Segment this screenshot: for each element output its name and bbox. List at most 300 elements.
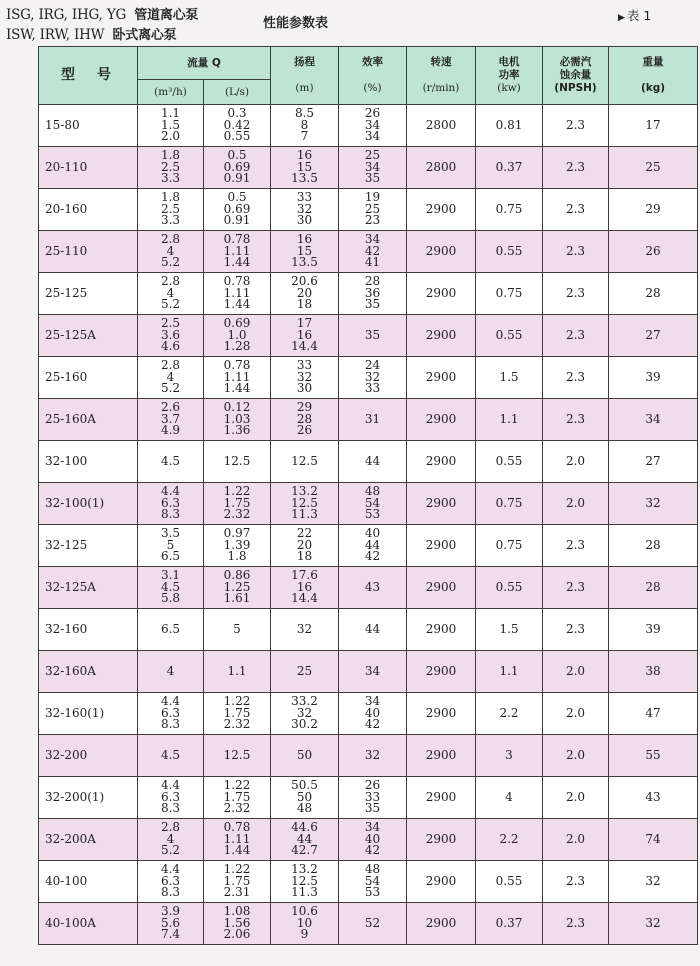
head-cell-value: 16 15 13.5 (291, 232, 318, 270)
flow-m3h-cell (138, 651, 204, 693)
speed-cell-value: 2900 (425, 285, 457, 300)
weight-cell-value: 28 (645, 579, 661, 594)
weight-cell-value: 38 (645, 663, 661, 678)
model-cell-value: 32-160 (45, 621, 88, 636)
weight-cell (609, 315, 698, 357)
model-cell-value: 32-160A (45, 663, 96, 678)
header-line-1-name: 管道离心泵 (134, 8, 199, 23)
speed-cell-value: 2900 (425, 705, 457, 720)
efficiency-cell (339, 399, 407, 441)
efficiency-cell (339, 147, 407, 189)
weight-cell (609, 567, 698, 609)
flow-m3h-cell-value: 2.5 3.6 4.6 (160, 316, 181, 354)
npsh-cell-value: 2.3 (565, 873, 586, 888)
efficiency-cell-value: 24 32 33 (364, 358, 381, 396)
speed-cell (407, 609, 476, 651)
power-cell-value: 2.2 (499, 705, 519, 720)
head-cell (271, 147, 339, 189)
model-cell (39, 147, 138, 189)
power-cell (476, 273, 543, 315)
speed-cell-value: 2900 (425, 663, 457, 678)
weight-cell (609, 273, 698, 315)
flow-ls-cell-value: 0.86 1.25 1.61 (223, 568, 251, 606)
flow-m3h-cell (138, 693, 204, 735)
npsh-cell-value: 2.3 (565, 915, 586, 930)
model-cell (39, 399, 138, 441)
model-cell-value: 32-125 (45, 537, 88, 552)
header-line-1 (6, 4, 198, 23)
npsh-cell-value: 2.3 (565, 201, 586, 216)
header-speed-unit: (r/min) (422, 82, 460, 94)
model-cell-value: 32-200 (45, 747, 88, 762)
npsh-cell (543, 609, 609, 651)
weight-cell (609, 399, 698, 441)
model-cell (39, 231, 138, 273)
flow-m3h-cell-value: 3.5 5 6.5 (160, 526, 181, 564)
weight-cell (609, 525, 698, 567)
efficiency-cell (339, 693, 407, 735)
weight-cell-value: 27 (645, 453, 661, 468)
flow-ls-cell-value: 0.97 1.39 1.8 (223, 526, 251, 564)
head-cell-value: 50.5 50 48 (291, 778, 318, 816)
flow-ls-cell (204, 693, 271, 735)
head-cell (271, 189, 339, 231)
model-cell-value: 32-200A (45, 831, 96, 846)
header-model: 型 号 (39, 47, 138, 105)
power-cell (476, 231, 543, 273)
efficiency-cell-value: 34 40 42 (364, 694, 381, 732)
efficiency-cell-value: 52 (364, 915, 381, 930)
flow-ls-cell-value: 0.3 0.42 0.55 (223, 106, 251, 144)
npsh-cell (543, 231, 609, 273)
flow-m3h-cell-value: 4.4 6.3 8.3 (160, 484, 181, 522)
speed-cell-value: 2900 (425, 915, 457, 930)
model-cell-value: 32-100 (45, 453, 88, 468)
npsh-cell-value: 2.3 (565, 159, 586, 174)
model-cell (39, 567, 138, 609)
efficiency-cell (339, 903, 407, 945)
flow-ls-cell (204, 315, 271, 357)
head-cell (271, 861, 339, 903)
table-row (39, 399, 698, 441)
efficiency-cell-value: 44 (364, 453, 381, 468)
flow-ls-cell (204, 861, 271, 903)
efficiency-cell-value: 44 (364, 621, 381, 636)
header-npsh-line1: 必需汽 (559, 56, 592, 68)
efficiency-cell-value: 31 (364, 411, 381, 426)
efficiency-cell-value: 40 44 42 (364, 526, 381, 564)
flow-m3h-cell-value: 2.8 4 5.2 (160, 358, 181, 396)
flow-m3h-cell-value: 1.8 2.5 3.3 (160, 148, 181, 186)
power-cell (476, 567, 543, 609)
flow-ls-cell-value: 1.22 1.75 2.32 (223, 484, 251, 522)
efficiency-cell (339, 735, 407, 777)
efficiency-cell-value: 25 34 35 (364, 148, 381, 186)
weight-cell-value: 32 (645, 915, 661, 930)
npsh-cell-value: 2.0 (565, 453, 586, 468)
flow-m3h-cell-value: 2.8 4 5.2 (160, 820, 181, 858)
table-row (39, 693, 698, 735)
efficiency-cell-value: 35 (364, 327, 381, 342)
weight-cell-value: 28 (645, 285, 661, 300)
speed-cell (407, 651, 476, 693)
flow-ls-cell (204, 483, 271, 525)
power-cell-value: 0.55 (495, 873, 523, 888)
head-cell (271, 693, 339, 735)
power-cell-value: 1.1 (499, 411, 519, 426)
efficiency-cell-value: 43 (364, 579, 381, 594)
header-npsh-unit: (NPSH) (554, 82, 597, 94)
power-cell-value: 1.5 (499, 369, 519, 384)
triangle-right-icon: ▶ (618, 13, 625, 23)
power-cell (476, 147, 543, 189)
power-cell (476, 903, 543, 945)
npsh-cell (543, 357, 609, 399)
flow-m3h-cell (138, 231, 204, 273)
speed-cell (407, 189, 476, 231)
npsh-cell (543, 273, 609, 315)
head-cell-value: 33 32 30 (296, 190, 313, 228)
header-flow-m3h: (m³/h) (138, 80, 204, 105)
head-cell-value: 33.2 32 30.2 (291, 694, 318, 732)
speed-cell-value: 2900 (425, 453, 457, 468)
efficiency-cell (339, 189, 407, 231)
head-cell (271, 357, 339, 399)
weight-cell (609, 777, 698, 819)
speed-cell (407, 525, 476, 567)
power-cell (476, 609, 543, 651)
header-power (476, 47, 543, 105)
table-row (39, 567, 698, 609)
head-cell-value: 17.6 16 14.4 (291, 568, 318, 606)
weight-cell (609, 231, 698, 273)
speed-cell-value: 2900 (425, 831, 457, 846)
flow-m3h-cell-value: 1.8 2.5 3.3 (160, 190, 181, 228)
flow-m3h-cell (138, 525, 204, 567)
flow-ls-cell (204, 399, 271, 441)
header-head-unit: (m) (295, 82, 314, 94)
speed-cell (407, 567, 476, 609)
model-cell (39, 483, 138, 525)
flow-m3h-cell (138, 483, 204, 525)
flow-m3h-cell-value: 4.4 6.3 8.3 (160, 694, 181, 732)
efficiency-cell-value: 34 42 41 (364, 232, 381, 270)
head-cell-value: 8.5 8 7 (294, 106, 315, 144)
model-cell (39, 735, 138, 777)
model-cell-value: 25-160A (45, 411, 96, 426)
efficiency-cell-value: 26 33 35 (364, 778, 381, 816)
efficiency-cell-value: 48 54 53 (364, 484, 381, 522)
flow-ls-cell-value: 0.78 1.11 1.44 (223, 358, 251, 396)
speed-cell-value: 2900 (425, 579, 457, 594)
npsh-cell-value: 2.0 (565, 789, 586, 804)
weight-cell-value: 29 (645, 201, 661, 216)
weight-cell (609, 819, 698, 861)
weight-cell (609, 483, 698, 525)
flow-ls-cell-value: 0.78 1.11 1.44 (223, 274, 251, 312)
table-row (39, 441, 698, 483)
table-row (39, 819, 698, 861)
weight-cell (609, 651, 698, 693)
weight-cell-value: 47 (645, 705, 661, 720)
npsh-cell-value: 2.3 (565, 285, 586, 300)
efficiency-cell (339, 357, 407, 399)
efficiency-cell (339, 651, 407, 693)
npsh-cell-value: 2.0 (565, 831, 586, 846)
weight-cell-value: 43 (645, 789, 661, 804)
npsh-cell-value: 2.3 (565, 243, 586, 258)
model-cell (39, 861, 138, 903)
npsh-cell (543, 903, 609, 945)
table-row (39, 105, 698, 147)
flow-ls-cell-value: 1.22 1.75 2.32 (223, 694, 251, 732)
model-cell-value: 32-125A (45, 579, 96, 594)
flow-m3h-cell (138, 777, 204, 819)
speed-cell (407, 273, 476, 315)
model-cell-value: 40-100 (45, 873, 88, 888)
weight-cell (609, 105, 698, 147)
npsh-cell (543, 693, 609, 735)
weight-cell (609, 861, 698, 903)
speed-cell-value: 2900 (425, 789, 457, 804)
speed-cell (407, 903, 476, 945)
flow-m3h-cell-value: 4.5 (160, 747, 181, 762)
power-cell (476, 315, 543, 357)
flow-ls-cell (204, 651, 271, 693)
flow-ls-cell-value: 12.5 (223, 747, 251, 762)
model-cell (39, 903, 138, 945)
speed-cell (407, 315, 476, 357)
header-head-label: 扬程 (294, 56, 315, 68)
head-cell-value: 32 (296, 621, 313, 636)
power-cell-value: 0.37 (495, 159, 523, 174)
model-cell (39, 609, 138, 651)
npsh-cell (543, 399, 609, 441)
weight-cell (609, 609, 698, 651)
npsh-cell-value: 2.0 (565, 495, 586, 510)
npsh-cell-value: 2.3 (565, 117, 586, 132)
flow-m3h-cell (138, 567, 204, 609)
speed-cell-value: 2900 (425, 495, 457, 510)
head-cell (271, 525, 339, 567)
head-cell-value: 10.6 10 9 (291, 904, 318, 942)
table-row (39, 231, 698, 273)
head-cell-value: 50 (296, 747, 313, 762)
model-cell-value: 32-100(1) (45, 495, 105, 510)
model-cell (39, 357, 138, 399)
flow-m3h-cell (138, 105, 204, 147)
npsh-cell-value: 2.3 (565, 537, 586, 552)
header-npsh (543, 47, 609, 105)
table-number (618, 6, 651, 24)
model-cell-value: 32-200(1) (45, 789, 105, 804)
model-cell (39, 777, 138, 819)
table-number-label: 表 1 (626, 8, 652, 23)
header-efficiency-unit: (%) (363, 82, 382, 94)
efficiency-cell (339, 819, 407, 861)
efficiency-cell (339, 609, 407, 651)
speed-cell-value: 2800 (425, 117, 457, 132)
model-cell (39, 315, 138, 357)
power-cell (476, 861, 543, 903)
npsh-cell (543, 483, 609, 525)
flow-ls-cell (204, 189, 271, 231)
flow-ls-cell-value: 1.08 1.56 2.06 (223, 904, 251, 942)
efficiency-cell (339, 273, 407, 315)
model-cell-value: 20-110 (45, 159, 88, 174)
model-cell-value: 25-110 (45, 243, 88, 258)
power-cell (476, 189, 543, 231)
npsh-cell-value: 2.3 (565, 369, 586, 384)
head-cell (271, 777, 339, 819)
table-row (39, 735, 698, 777)
speed-cell-value: 2900 (425, 243, 457, 258)
flow-m3h-cell-value: 2.8 4 5.2 (160, 274, 181, 312)
speed-cell (407, 147, 476, 189)
table-row (39, 147, 698, 189)
efficiency-cell (339, 861, 407, 903)
npsh-cell (543, 651, 609, 693)
power-cell-value: 0.81 (495, 117, 523, 132)
speed-cell-value: 2900 (425, 327, 457, 342)
efficiency-cell-value: 48 54 53 (364, 862, 381, 900)
weight-cell (609, 189, 698, 231)
table-row (39, 651, 698, 693)
flow-ls-cell (204, 105, 271, 147)
head-cell-value: 13.2 12.5 11.3 (291, 484, 318, 522)
power-cell-value: 0.75 (495, 201, 523, 216)
table-row (39, 777, 698, 819)
head-cell-value: 22 20 18 (296, 526, 313, 564)
header-line-2-models: ISW, IRW, IHW (6, 27, 105, 43)
page-header (0, 0, 700, 46)
head-cell (271, 105, 339, 147)
npsh-cell (543, 777, 609, 819)
head-cell (271, 903, 339, 945)
weight-cell-value: 32 (645, 873, 661, 888)
flow-ls-cell-value: 0.69 1.0 1.28 (223, 316, 251, 354)
header-head (271, 47, 339, 105)
table-row (39, 315, 698, 357)
head-cell-value: 13.2 12.5 11.3 (291, 862, 318, 900)
weight-cell-value: 28 (645, 537, 661, 552)
flow-ls-cell (204, 273, 271, 315)
flow-ls-cell-value: 5 (233, 621, 241, 636)
flow-ls-cell (204, 609, 271, 651)
flow-m3h-cell-value: 4.4 6.3 8.3 (160, 862, 181, 900)
npsh-cell (543, 861, 609, 903)
head-cell-value: 16 15 13.5 (291, 148, 318, 186)
model-cell-value: 20-160 (45, 201, 88, 216)
weight-cell (609, 441, 698, 483)
header-line-2 (6, 24, 176, 43)
speed-cell (407, 105, 476, 147)
efficiency-cell (339, 441, 407, 483)
npsh-cell (543, 147, 609, 189)
flow-m3h-cell-value: 2.6 3.7 4.9 (160, 400, 181, 438)
flow-ls-cell (204, 903, 271, 945)
flow-m3h-cell (138, 399, 204, 441)
efficiency-cell (339, 483, 407, 525)
model-cell (39, 651, 138, 693)
efficiency-cell-value: 28 36 35 (364, 274, 381, 312)
flow-m3h-cell-value: 6.5 (160, 621, 181, 636)
model-cell-value: 25-160 (45, 369, 88, 384)
flow-m3h-cell-value: 2.8 4 5.2 (160, 232, 181, 270)
flow-m3h-cell-value: 3.1 4.5 5.8 (160, 568, 181, 606)
flow-ls-cell-value: 0.78 1.11 1.44 (223, 232, 251, 270)
head-cell-value: 20.6 20 18 (291, 274, 318, 312)
table-row (39, 189, 698, 231)
model-cell-value: 25-125 (45, 285, 88, 300)
flow-m3h-cell-value: 4 (166, 663, 175, 678)
efficiency-cell-value: 34 40 42 (364, 820, 381, 858)
header-power-line2: 功率 (498, 69, 520, 81)
flow-m3h-cell (138, 903, 204, 945)
efficiency-cell (339, 231, 407, 273)
npsh-cell (543, 735, 609, 777)
header-weight-unit: (kg) (640, 82, 666, 94)
header-weight-label: 重量 (642, 56, 664, 68)
head-cell (271, 273, 339, 315)
weight-cell-value: 32 (645, 495, 661, 510)
speed-cell (407, 357, 476, 399)
power-cell (476, 735, 543, 777)
weight-cell (609, 357, 698, 399)
speed-cell (407, 861, 476, 903)
flow-m3h-cell (138, 441, 204, 483)
npsh-cell-value: 2.3 (565, 411, 586, 426)
model-cell (39, 693, 138, 735)
speed-cell (407, 735, 476, 777)
speed-cell (407, 777, 476, 819)
flow-ls-cell-value: 1.22 1.75 2.31 (223, 862, 251, 900)
speed-cell (407, 441, 476, 483)
power-cell-value: 3 (505, 747, 513, 762)
npsh-cell (543, 189, 609, 231)
weight-cell (609, 693, 698, 735)
flow-m3h-cell (138, 819, 204, 861)
power-cell-value: 2.2 (499, 831, 519, 846)
head-cell-value: 25 (296, 663, 313, 678)
power-cell (476, 693, 543, 735)
efficiency-cell (339, 567, 407, 609)
npsh-cell (543, 525, 609, 567)
npsh-cell-value: 2.3 (565, 579, 586, 594)
header-flow-ls: (L/s) (204, 80, 271, 105)
flow-m3h-cell (138, 609, 204, 651)
weight-cell-value: 25 (645, 159, 661, 174)
flow-m3h-cell (138, 735, 204, 777)
speed-cell-value: 2900 (425, 369, 457, 384)
power-cell-value: 0.75 (495, 537, 523, 552)
header-flow: 流量 Q (138, 47, 271, 80)
header-speed (407, 47, 476, 105)
flow-ls-cell-value: 12.5 (223, 453, 251, 468)
table-row (39, 903, 698, 945)
npsh-cell (543, 105, 609, 147)
speed-cell-value: 2900 (425, 747, 457, 762)
power-cell-value: 1.5 (499, 621, 519, 636)
power-cell (476, 399, 543, 441)
efficiency-cell-value: 32 (364, 747, 381, 762)
npsh-cell-value: 2.3 (565, 621, 586, 636)
table-row (39, 357, 698, 399)
head-cell-value: 44.6 44 42.7 (291, 820, 318, 858)
model-cell-value: 25-125A (45, 327, 96, 342)
npsh-cell (543, 567, 609, 609)
power-cell-value: 4 (505, 789, 513, 804)
